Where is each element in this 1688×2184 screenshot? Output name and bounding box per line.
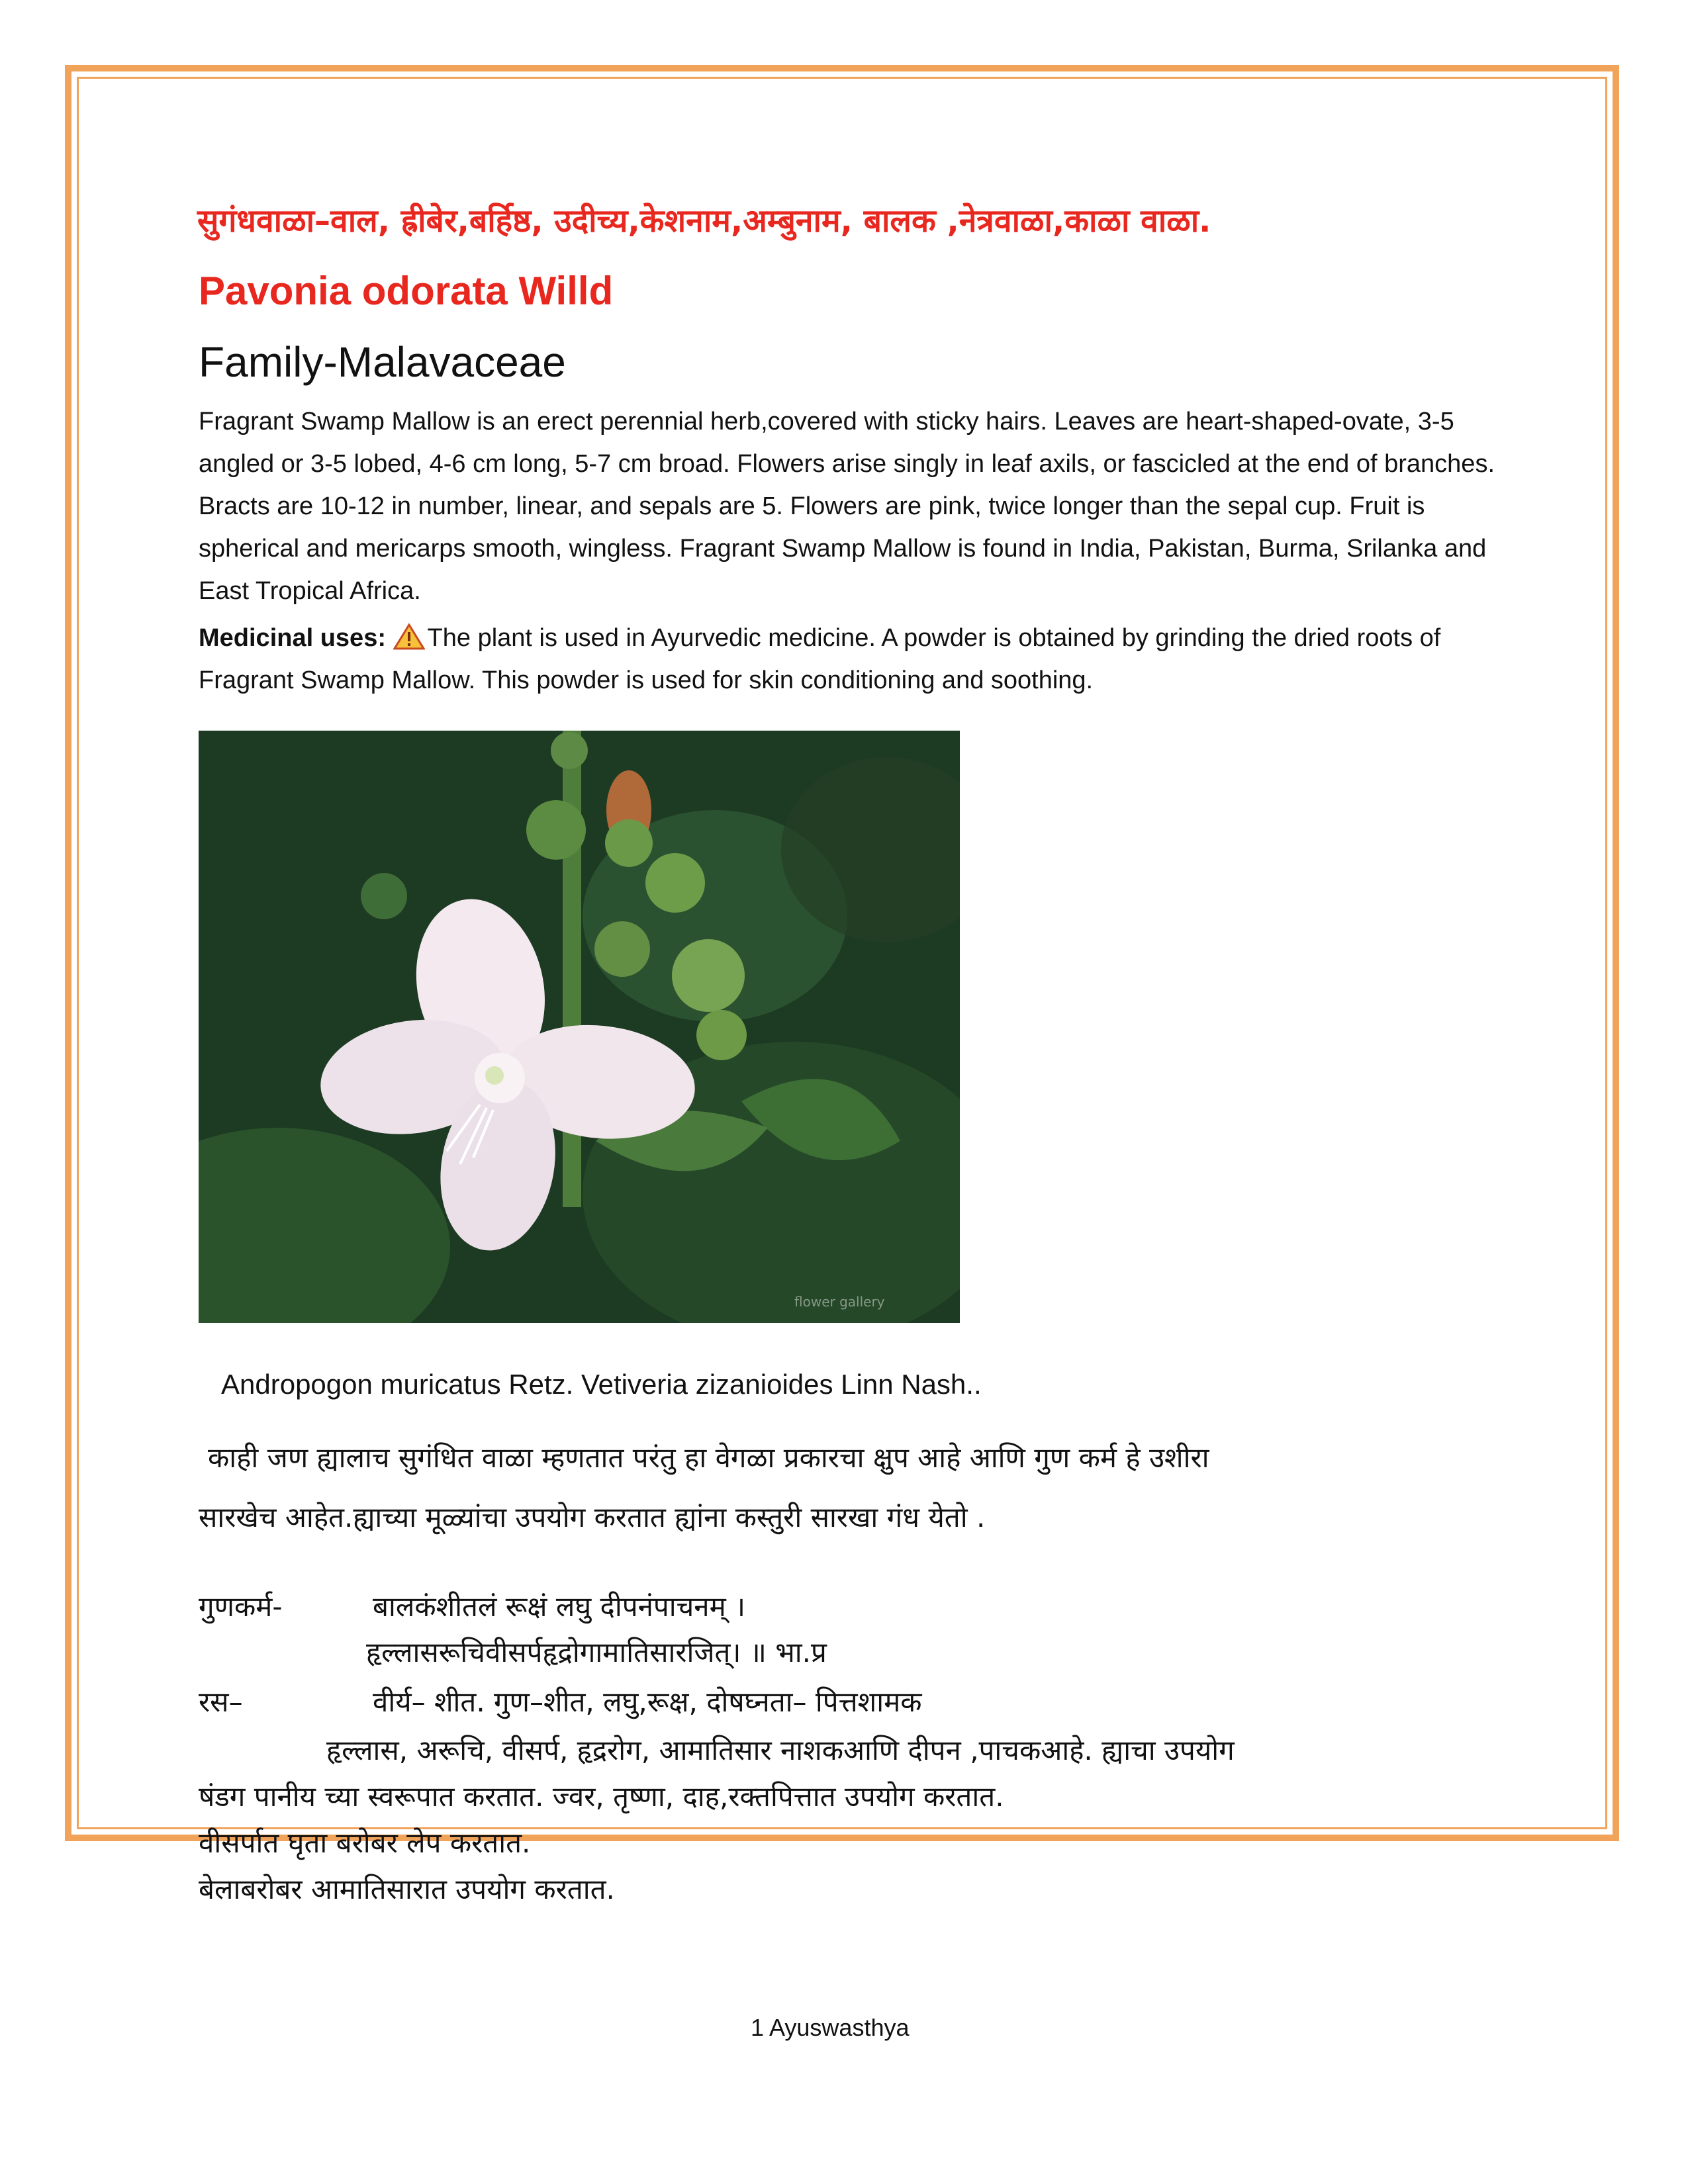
medicinal-uses-text: The plant is used in Ayurvedic medicine. A powder is obtained by grinding the dried roots of Fragrant Swamp Mallow. This powder is used for skin conditioning and soothing. [199, 624, 1441, 694]
uses-line-4: बेलाबरोबर आमातिसारात उपयोग करतात. [199, 1873, 615, 1905]
photo-watermark: flower gallery [794, 1294, 885, 1310]
rasa-text: वीर्य– शीत. गुण–शीत, लघु,रूक्ष, दोषघ्नता– पित्तशामक [373, 1686, 922, 1718]
page-footer: 1 Ayuswasthya [751, 2014, 910, 2041]
botanical-name-heading: Pavonia odorata Willd [199, 269, 614, 313]
plant-synonyms-caption: Andropogon muricatus Retz. Vetiveria zizanioides Linn Nash.. [221, 1369, 982, 1400]
uses-line-2: षंडग पानीय च्या स्वरूपात करतात. ज्वर, तृष्णा, दाह,रक्तपित्तात उपयोग करतात. [199, 1780, 1004, 1813]
medicinal-uses-label: Medicinal uses: [199, 624, 386, 652]
uses-line-1: हृल्लास, अरूचि, वीसर्प, हृद्ररोग, आमातिसार नाशकआणि दीपन ,पाचकआहे. ह्याचा उपयोग [326, 1734, 1235, 1766]
verse-line-1: बालकंशीतलं रूक्षं लघु दीपनंपाचनम् । [373, 1590, 745, 1623]
description-paragraph: Fragrant Swamp Mallow is an erect perennial herb,covered with sticky hairs. Leaves are heart-shaped-ovate, 3-5 angled or 3-5 lobed, 4-6 cm long, 5-7 cm broad. Flowers arise singly in leaf axils, or fascicled at the end of branches. Bracts are 10-12 in number, linear, and sepals are 5. Flowers are pink, twice longer than the sepal cup. Fruit is spherical and mericarps smooth, wingless. Fragrant Swamp Mallow is found in India, Pakistan, Burma, Srilanka and East Tropical Africa. [199, 408, 1495, 605]
family-heading: Family-Malavaceae [199, 338, 566, 386]
flower-illustration [199, 731, 960, 1323]
flower-photo [199, 731, 960, 1323]
medicinal-uses-paragraph [199, 617, 1509, 702]
warning-icon [393, 623, 425, 650]
marathi-body-line-1: काही जण ह्यालाच सुगंधित वाळा म्हणतात परंतु हा वेगळा प्रकारचा क्षुप आहे आणि गुण कर्म हे उशीरा [208, 1441, 1209, 1474]
rasa-label: रस– [199, 1686, 243, 1718]
verse-line-2: हृल्लासरूचिवीसर्पहृद्रोगामातिसारजित्। ॥ भा.प्र [366, 1636, 827, 1668]
marathi-names-heading: सुगंधवाळा–वाल, ह्रीबेर,बर्हिष्ठ, उदीच्य,केशनाम,अम्बुनाम, बालक ,नेत्रवाळा,काळा वाळा. [197, 203, 1211, 240]
uses-line-3: वीसर्पात घृता बरोबर लेप करतात. [199, 1827, 531, 1859]
marathi-body-line-2: सारखेच आहेत.ह्याच्या मूळ्यांचा उपयोग करतात ह्यांना कस्तुरी सारखा गंध येतो . [199, 1501, 986, 1533]
gunakarma-label: गुणकर्म- [199, 1590, 283, 1623]
